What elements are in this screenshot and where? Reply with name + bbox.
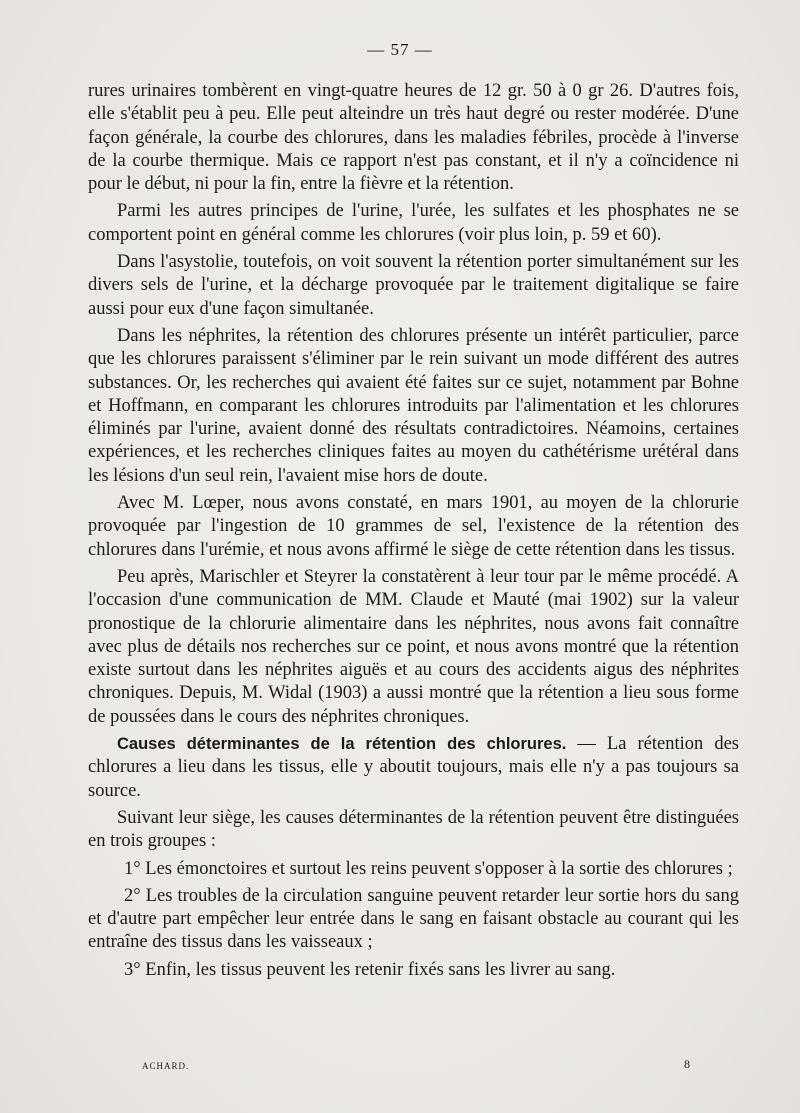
- paragraph: Dans les néphrites, la rétention des chlorures présente un intérêt particulier, parce que les chlorures paraissent s'éliminer par le rein suivant un mode différent des autres substances. Or, les recherches qui avaient été faites sur ce sujet, notamment par Bohne et Hoffmann, en comparant les chlorures introduits par l'alimentation et les chlorures éliminés par l'urine, avaient donné des résultats contradictoires. Néamoins, certaines expériences, et les recherches cliniques faites au moyen du cathétérisme urétéral dans les lésions d'un seul rein, l'avaient mise hors de doute.: [88, 325, 739, 486]
- section-text: — La rétention des chlorures a lieu dans les tissus, elle y aboutit toujours, mais elle n'y a pas toujours sa source.: [88, 734, 739, 801]
- paragraph: rures urinaires tombèrent en vingt-quatre heures de 12 gr. 50 à 0 gr 26. D'autres fois, elle s'établit peu à peu. Elle peut alteindre un très haut degré ou rester modérée. D'une façon générale, la courbe des chlorures, dans les maladies fébriles, procède à l'inverse de la courbe thermique. Mais ce rapport n'est pas constant, et il n'y a coïncidence ni pour le début, ni pour la fin, entre la fièvre et la rétention.: [88, 81, 739, 195]
- paragraph: Parmi les autres principes de l'urine, l'urée, les sulfates et les phosphates ne se comportent point en général comme les chlorures (voir plus loin, p. 59 et 60).: [88, 201, 739, 245]
- paragraph: Suivant leur siège, les causes déterminantes de la rétention peuvent être distinguées en trois groupes :: [88, 807, 739, 852]
- paragraph: Avec M. Lœper, nous avons constaté, en mars 1901, au moyen de la chlorurie provoquée par l'ingestion de 10 grammes de sel, l'existence de la rétention des chlorures dans l'urémie, et nous avons affirmé le siège de cette rétention dans les tissus.: [88, 493, 739, 560]
- list-item: 3° Enfin, les tissus peuvent les retenir fixés sans les livrer au sang.: [124, 959, 616, 980]
- page-body: [88, 80, 739, 986]
- list-item: 2° Les troubles de la circulation sanguine peuvent retarder leur sortie hors du sang et d'autre part empêcher leur entrée dans le sang en faisant obstacle au courant qui les entraîne des tissus dans les vaisseaux ;: [88, 885, 739, 953]
- section-heading: Causes déterminantes de la rétention des chlorures.: [117, 735, 567, 754]
- paragraph: Peu après, Marischler et Steyrer la constatèrent à leur tour par le même procédé. A l'occasion d'une communication de MM. Claude et Mauté (mai 1902) sur la valeur pronostique de la chlorurie alimentaire dans les néphrites, nous avons fait connaître avec plus de détails nos recherches sur ce point, et nous avons montré que la rétention existe surtout dans les néphrites aiguës et au cours des accidents aigus des néphrites chroniques. Depuis, M. Widal (1903) a aussi montré que la rétention a lieu sous forme de poussées dans le cours des néphrites chroniques.: [88, 566, 739, 727]
- signature-mark: ACHARD.: [142, 1061, 190, 1071]
- sheet-number: 8: [684, 1057, 690, 1071]
- list-item: 1° Les émonctoires et surtout les reins peuvent s'opposer à la sortie des chlorures ;: [124, 858, 733, 879]
- page-number: — 57 —: [367, 40, 433, 59]
- section-paragraph: [88, 733, 739, 803]
- paragraph: Dans l'asystolie, toutefois, on voit souvent la rétention porter simultanément sur les divers sels de l'urine, et la décharge provoquée par le traitement digitalique se faire aussi pour eux d'une façon simultanée.: [88, 252, 739, 319]
